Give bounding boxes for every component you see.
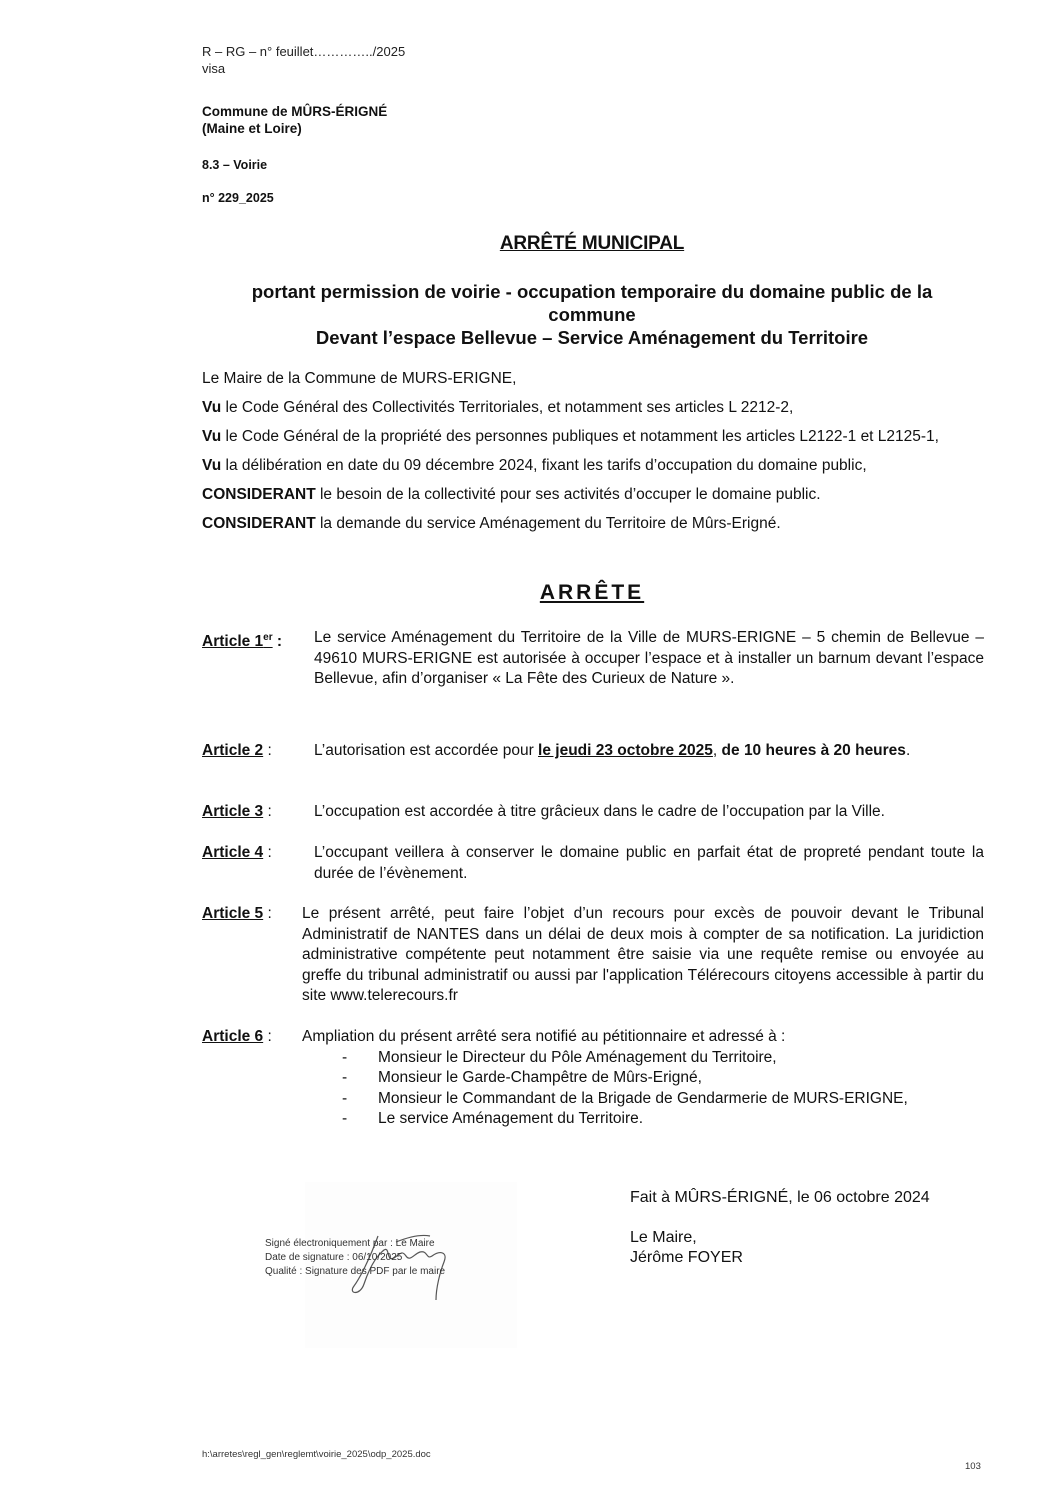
article-2 [202, 741, 984, 762]
recipient-text: Monsieur le Directeur du Pôle Aménagement du Territoire, [378, 1048, 777, 1066]
preamble-text: la demande du service Aménagement du Territoire de Mûrs-Erigné. [315, 515, 781, 532]
article-number: Article 5 [202, 905, 264, 922]
preamble-intro: Le Maire de la Commune de MURS-ERIGNE, [202, 370, 517, 387]
article-3 [202, 802, 984, 823]
article-number: Article 6 [202, 1028, 264, 1045]
subtitle-line-3: Devant l’espace Bellevue – Service Aménagement du Territoire [315, 327, 869, 348]
bullet-dash: - [342, 1089, 348, 1107]
article-text: Le présent arrêté, peut faire l’objet d’un recours pour excès de pouvoir devant le Tribunal Administratif de NANTES dans un délai de deux mois à compter de sa notification. La juridiction administrative compétente peut notamment être saisie via une requête remise ou envoyée au greffe du tribunal administratif ou aussi par l'application Télérecours citoyens accessible à partir du site www.telerecours.fr [302, 905, 984, 1004]
bullet-dash: - [342, 1069, 348, 1086]
recipient-item [302, 1068, 984, 1089]
article-text [314, 741, 984, 762]
article-text: L’occupation est accordée à titre grâcieux dans le cadre de l’occupation par la Ville. [314, 803, 885, 820]
article-label [202, 843, 314, 884]
decree-number: n° 229_2025 [202, 191, 274, 205]
recipient-text: Monsieur le Commandant de la Brigade de Gendarmerie de MURS-ERIGNE, [378, 1089, 908, 1107]
signed-by: Signé électroniquement par : Le Maire [265, 1238, 435, 1249]
place-and-date: Fait à MÛRS-ÉRIGNÉ, le 06 octobre 2024 [630, 1189, 930, 1206]
article-text [302, 1027, 984, 1130]
article-text: Le service Aménagement du Territoire de la Ville de MURS-ERIGNE – 5 chemin de Bellevue – 49610 MURS-ERIGNE est autorisée à occuper l’espace et à installer un barnum devant l’espace Bellevue, afin d’organiser « La Fête des Curieux de Nature ». [314, 629, 984, 687]
commune-name: Commune de MÛRS-ÉRIGNÉ [202, 104, 388, 119]
decision-heading: ARRÊTE [539, 581, 645, 604]
electronic-signature-info [265, 1237, 445, 1279]
register-line: R – RG – n° feuillet…………../2025 [202, 44, 406, 59]
article-number: Article 2 [202, 742, 264, 759]
bullet-dash: - [342, 1048, 348, 1066]
article-label [202, 802, 314, 823]
article-label [202, 741, 314, 762]
article-label [202, 1027, 302, 1130]
article-colon: : [263, 905, 272, 922]
article-number: Article 3 [202, 803, 264, 820]
recipient-list [302, 1048, 984, 1130]
event-hours: de 10 heures à 20 heures [721, 742, 906, 759]
preamble-text: le besoin de la collectivité pour ses activités d’occuper le domaine public. [315, 486, 821, 503]
preamble-text: le Code Général des Collectivités Territoriales, et notamment ses articles L 2212-2, [221, 399, 794, 416]
preamble-item [202, 456, 984, 476]
page-number: 103 [965, 1461, 981, 1472]
article-text-intro: L’autorisation est accordée pour [314, 742, 539, 759]
signature-date: Date de signature : 06/10/2025 [265, 1252, 403, 1263]
event-date: le jeudi 23 octobre 2025 [538, 742, 713, 759]
preamble-lead: Vu [202, 399, 222, 416]
article-4 [202, 843, 984, 884]
preamble [202, 369, 984, 543]
article-colon: : [263, 803, 272, 820]
preamble-item [202, 427, 984, 447]
recipient-item [302, 1089, 984, 1110]
article-colon: : [272, 633, 283, 651]
article-intro: Ampliation du présent arrêté sera notifié au pétitionnaire et adressé à : [302, 1028, 786, 1045]
signatory-name: Jérôme FOYER [630, 1249, 743, 1266]
preamble-item [202, 514, 984, 534]
document-subtitle [200, 280, 984, 349]
preamble-lead: Vu [202, 428, 222, 445]
preamble-item [202, 398, 984, 418]
subtitle-line-1: portant permission de voirie - occupation temporaire du domaine public de la [251, 281, 933, 302]
preamble-lead: CONSIDERANT [202, 515, 316, 532]
signatory-role: Le Maire, [630, 1229, 697, 1246]
commune-department: (Maine et Loire) [202, 121, 302, 136]
preamble-lead: CONSIDERANT [202, 486, 316, 503]
document-title: ARRÊTÉ MUNICIPAL [499, 233, 685, 254]
preamble-item [202, 485, 984, 505]
article-label [202, 628, 314, 690]
article-number: Article 4 [202, 844, 264, 861]
separator: , [712, 742, 722, 759]
preamble-text: le Code Général de la propriété des personnes publiques et notamment les articles L2122-1 et L2125-1, [221, 428, 939, 445]
recipient-item [302, 1109, 984, 1130]
article-1 [202, 628, 984, 690]
article-superscript: er [263, 632, 273, 643]
preamble-lead: Vu [202, 457, 222, 474]
signature-block [630, 1188, 930, 1268]
article-6 [202, 1027, 984, 1130]
article-colon: : [263, 844, 272, 861]
recipient-text: Monsieur le Garde-Champêtre de Mûrs-Erigné, [378, 1069, 702, 1086]
recipient-text: Le service Aménagement du Territoire. [378, 1110, 644, 1127]
signature-quality: Qualité : Signature des PDF par le maire [265, 1266, 446, 1277]
article-5 [202, 904, 984, 1007]
category-label: 8.3 – Voirie [202, 158, 268, 172]
article-colon: : [263, 1028, 272, 1045]
article-label [202, 904, 302, 1007]
bullet-dash: - [342, 1110, 348, 1127]
article-text: L’occupant veillera à conserver le domaine public en parfait état de propreté pendant toute la durée de l’évènement. [314, 844, 984, 882]
preamble-text: la délibération en date du 09 décembre 2024, fixant les tarifs d’occupation du domaine public, [221, 457, 867, 474]
footer-file-path: h:\arretes\regl_gen\reglemt\voirie_2025\odp_2025.doc [202, 1449, 431, 1460]
subtitle-line-2: commune [548, 304, 636, 325]
article-colon: : [263, 742, 272, 759]
article-number: Article 1 [202, 633, 264, 651]
period: . [905, 742, 911, 759]
visa-label: visa [202, 61, 226, 76]
recipient-item [302, 1048, 984, 1069]
